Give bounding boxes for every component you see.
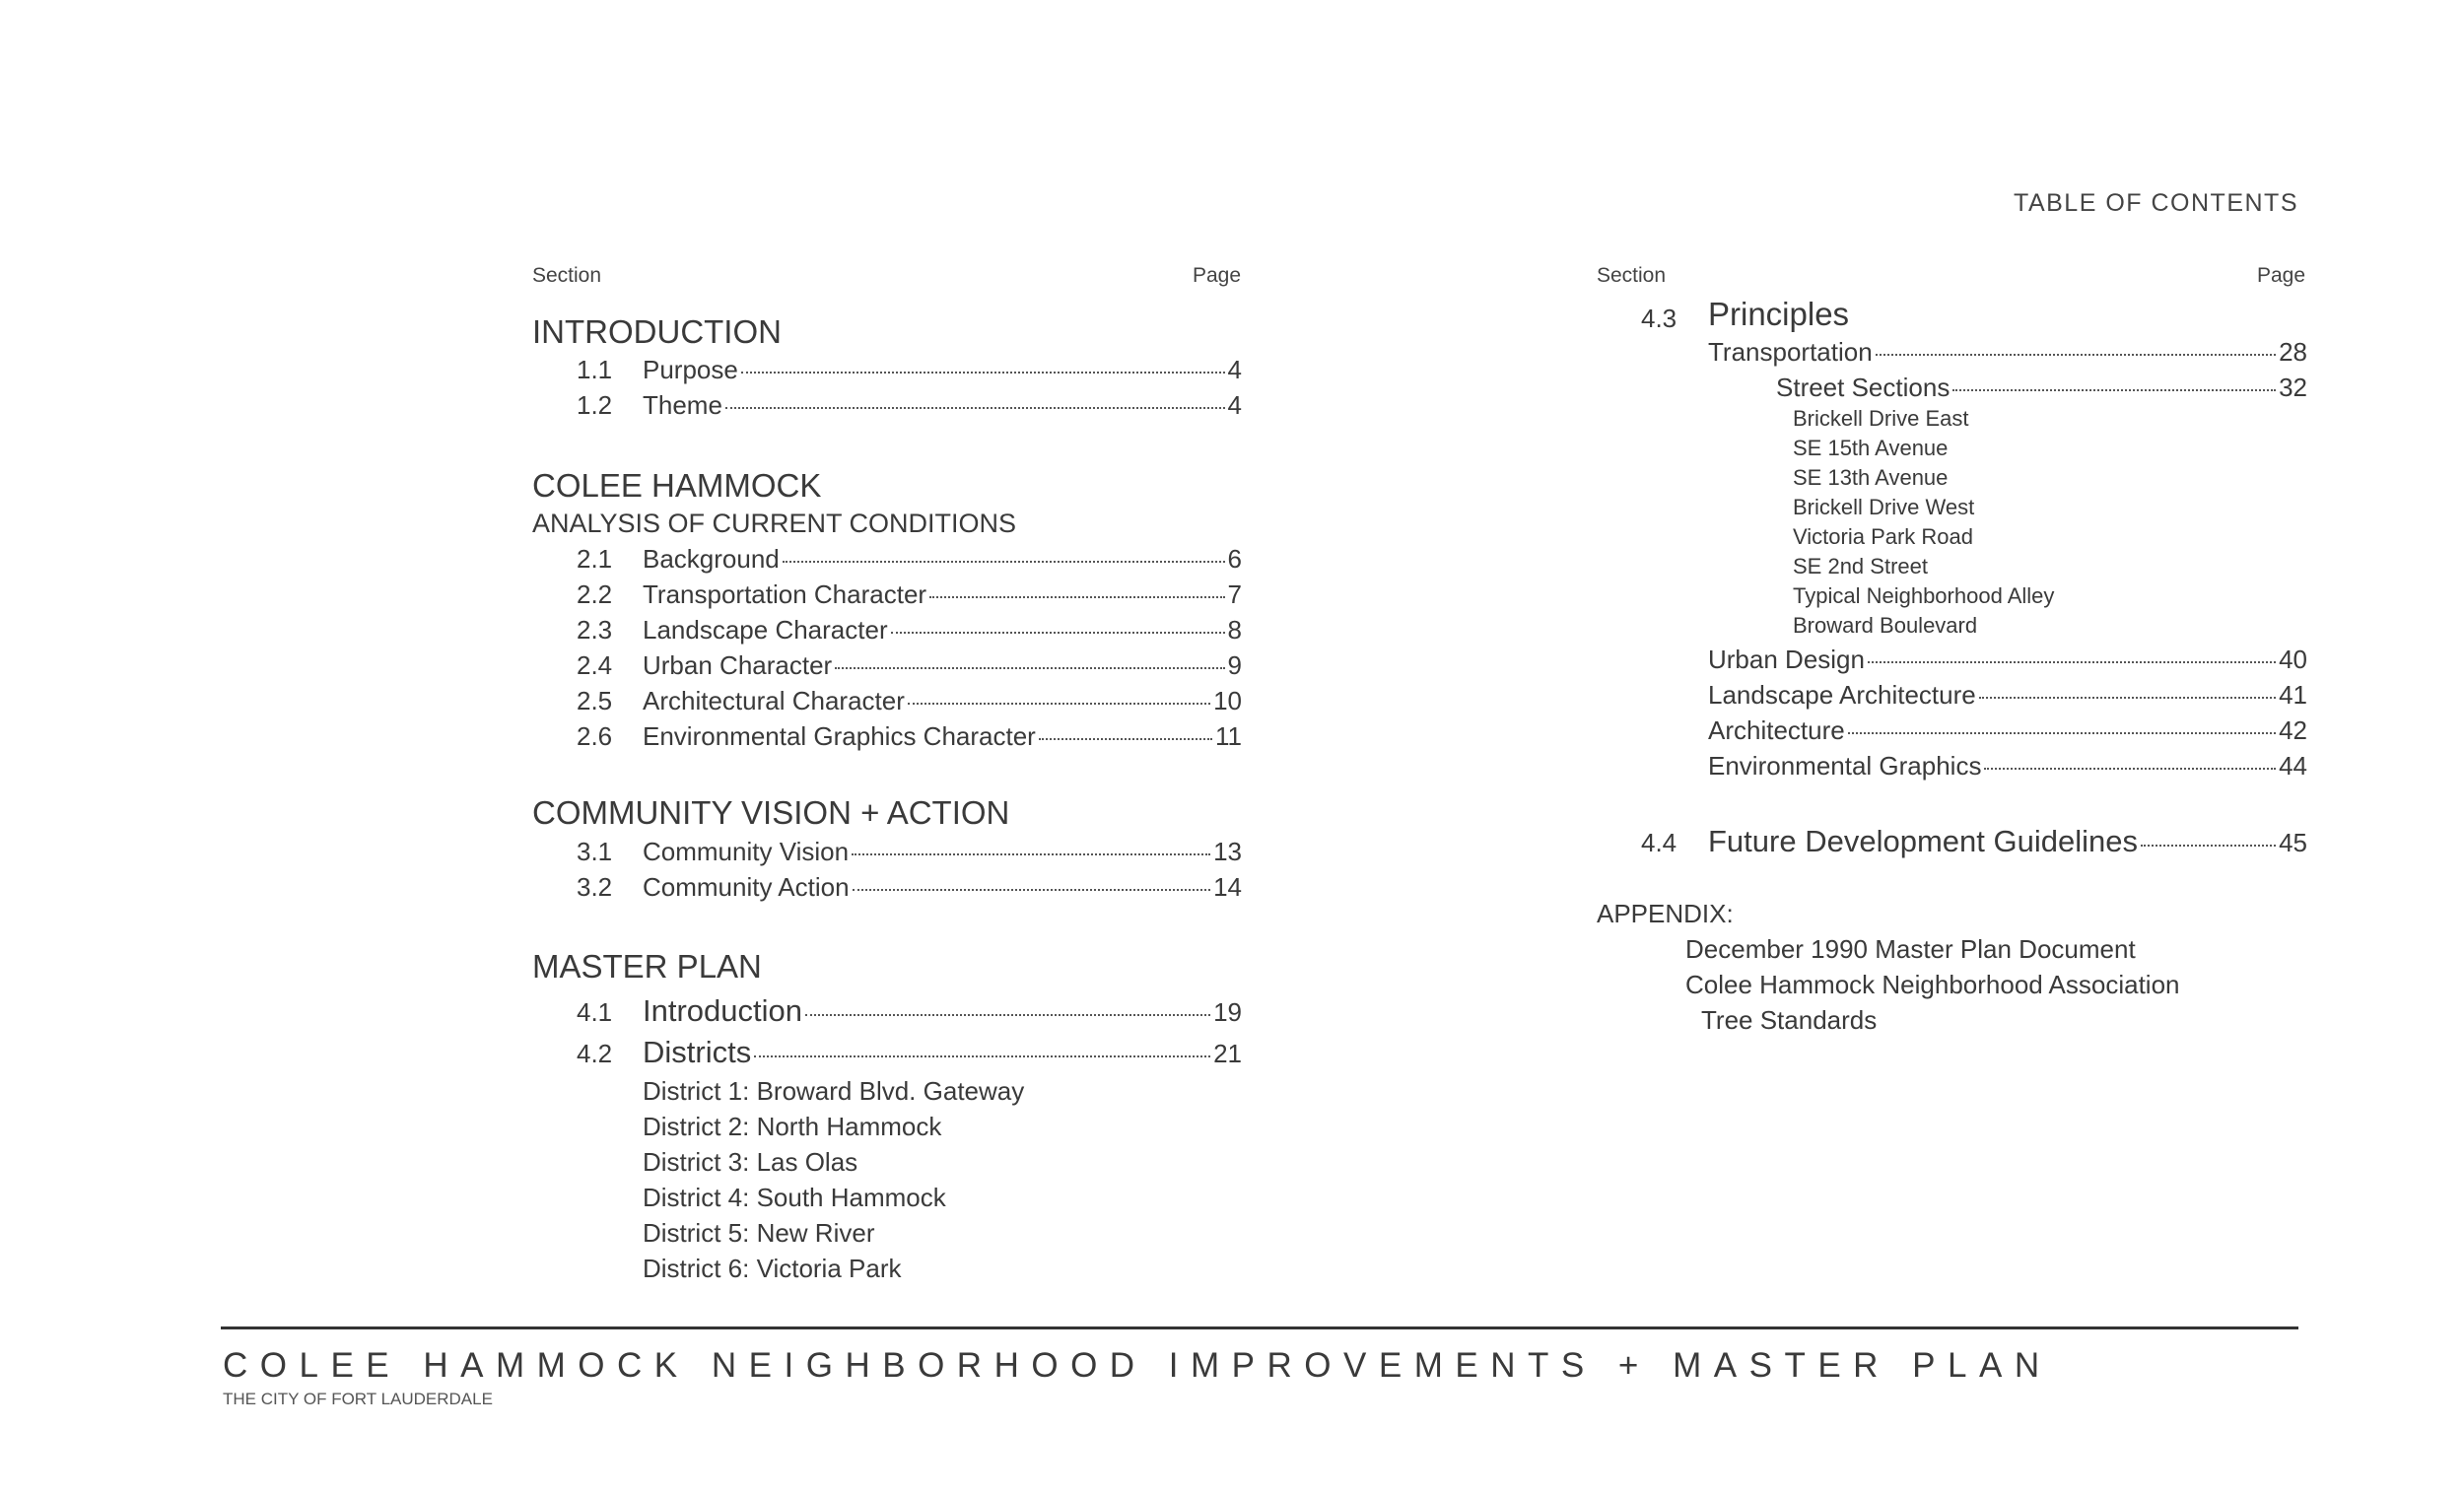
entry-page: 6 [1227,544,1242,574]
entry-label: Landscape Architecture [1708,680,1976,710]
entry-number: 1.2 [577,390,613,420]
dot-leader [891,632,1225,634]
entry-number: 4.3 [1641,304,1677,333]
left-page-label: Page [1193,264,1242,287]
entry-number: 2.4 [577,650,613,680]
dot-leader [1868,661,2276,663]
dot-leader [783,561,1225,563]
dot-leader [725,407,1225,409]
district-item[interactable]: District 2: North Hammock [643,1112,942,1141]
entry-label: Landscape Character [643,615,888,645]
entry-page: 10 [1213,686,1242,715]
entry-page: 42 [2279,715,2307,745]
toc-entry[interactable] [1641,824,2307,859]
footer-divider [221,1326,2298,1329]
section-heading-colee-hammock: COLEE HAMMOCK [532,467,822,504]
toc-entry[interactable] [577,1035,1242,1070]
entry-page: 32 [2279,373,2307,402]
entry-number: 2.1 [577,544,613,574]
entry-page: 21 [1213,1039,1242,1068]
entry-label: Community Action [643,872,850,902]
dot-leader [754,1055,1210,1057]
toc-entry[interactable] [577,579,1242,610]
footer-subtitle: THE CITY OF FORT LAUDERDALE [223,1390,493,1408]
right-section-label: Section [1597,264,1667,287]
entry-number: 4.1 [577,997,613,1027]
entry-label: Districts [643,1035,752,1069]
entry-label: Architecture [1708,715,1845,745]
entry-page: 41 [2279,680,2307,710]
toc-entry[interactable] [577,686,1242,716]
footer-title: COLEE HAMMOCK NEIGHBORHOOD IMPROVEMENTS + MASTER PLAN [223,1346,2052,1385]
entry-number: 2.2 [577,579,613,609]
toc-entry[interactable] [577,544,1242,575]
entry-page: 19 [1213,997,1242,1027]
entry-label: Community Vision [643,837,850,866]
district-item[interactable]: District 1: Broward Blvd. Gateway [643,1076,1025,1106]
section-heading-introduction: INTRODUCTION [532,313,782,350]
entry-label: Architectural Character [643,686,905,715]
street-section-item[interactable]: Broward Boulevard [1793,613,1978,638]
street-section-item[interactable]: SE 15th Avenue [1793,436,1949,460]
toc-entry[interactable] [577,355,1242,385]
toc-entry[interactable] [577,650,1242,681]
entry-page: 9 [1227,650,1242,680]
toc-entry[interactable] [577,390,1242,421]
dot-leader [2141,845,2276,847]
entry-label: Transportation Character [643,579,927,609]
entry-page: 45 [2279,828,2307,857]
entry-label: Transportation [1708,337,1873,367]
district-item[interactable]: District 3: Las Olas [643,1147,858,1177]
entry-page: 11 [1215,721,1242,751]
dot-leader [853,889,1211,891]
dot-leader [1984,768,2276,770]
toc-entry[interactable] [577,872,1242,903]
entry-number: 1.1 [577,355,613,384]
entry-label: Purpose [643,355,738,384]
toc-entry[interactable] [1776,373,2307,403]
appendix-heading: APPENDIX: [1597,899,1734,928]
entry-page: 14 [1213,872,1242,902]
entry-label: Theme [643,390,722,420]
entry-label: Background [643,544,780,574]
dot-leader [1848,732,2276,734]
section-heading-principles[interactable]: Principles [1708,296,1850,332]
toc-entry[interactable] [1708,680,2307,711]
entry-label: Environmental Graphics Character [643,721,1036,751]
entry-number: 2.3 [577,615,613,645]
appendix-item[interactable]: Colee Hammock Neighborhood Association [1685,970,2180,999]
entry-number: 2.6 [577,721,613,751]
toc-entry[interactable] [577,615,1242,646]
entry-number: 4.4 [1641,828,1677,857]
dot-leader [1876,354,2276,356]
page-title: TABLE OF CONTENTS [2014,189,2298,217]
section-heading-community: COMMUNITY VISION + ACTION [532,794,1010,831]
dot-leader [929,596,1224,598]
district-item[interactable]: District 6: Victoria Park [643,1254,902,1283]
appendix-item[interactable]: Tree Standards [1701,1005,1878,1035]
toc-entry[interactable] [577,837,1242,867]
entry-label: Future Development Guidelines [1708,824,2138,858]
street-section-item[interactable]: SE 2nd Street [1793,554,1928,578]
entry-page: 44 [2279,751,2307,781]
dot-leader [1952,389,2276,391]
district-item[interactable]: District 5: New River [643,1218,875,1248]
entry-number: 4.2 [577,1039,613,1068]
section-heading-master-plan: MASTER PLAN [532,948,762,985]
entry-page: 4 [1227,390,1242,420]
street-section-item[interactable]: SE 13th Avenue [1793,465,1949,490]
left-section-label: Section [532,264,602,287]
dot-leader [1979,697,2276,699]
right-page-label: Page [2257,264,2306,287]
entry-label: Introduction [643,993,802,1028]
entry-label: Urban Character [643,650,833,680]
entry-page: 28 [2279,337,2307,367]
toc-entry[interactable] [1708,337,2307,368]
street-section-item[interactable]: Brickell Drive West [1793,495,1975,519]
entry-number: 3.2 [577,872,613,902]
dot-leader [852,853,1210,855]
entry-label: Urban Design [1708,645,1865,674]
toc-entry[interactable] [577,721,1242,752]
entry-page: 13 [1213,837,1242,866]
entry-page: 4 [1227,355,1242,384]
street-section-item[interactable]: Victoria Park Road [1793,524,1974,549]
street-section-item[interactable]: Brickell Drive East [1793,406,1969,431]
entry-number: 3.1 [577,837,613,866]
district-item[interactable]: District 4: South Hammock [643,1183,946,1212]
entry-page: 7 [1227,579,1242,609]
toc-entry[interactable] [577,993,1242,1029]
toc-entry[interactable] [1708,715,2307,746]
entry-page: 8 [1227,615,1242,645]
entry-number: 2.5 [577,686,613,715]
entry-page: 40 [2279,645,2307,674]
entry-label: Environmental Graphics [1708,751,1982,781]
appendix-item[interactable]: December 1990 Master Plan Document [1685,934,2136,964]
dot-leader [835,667,1224,669]
dot-leader [1039,738,1212,740]
dot-leader [805,1014,1210,1016]
toc-entry[interactable] [1708,751,2307,782]
dot-leader [741,372,1225,374]
section-subheading-analysis: ANALYSIS OF CURRENT CONDITIONS [532,509,1017,538]
toc-entry[interactable] [1708,645,2307,675]
dot-leader [908,703,1210,705]
street-section-item[interactable]: Typical Neighborhood Alley [1793,583,2055,608]
entry-label: Street Sections [1776,373,1951,402]
